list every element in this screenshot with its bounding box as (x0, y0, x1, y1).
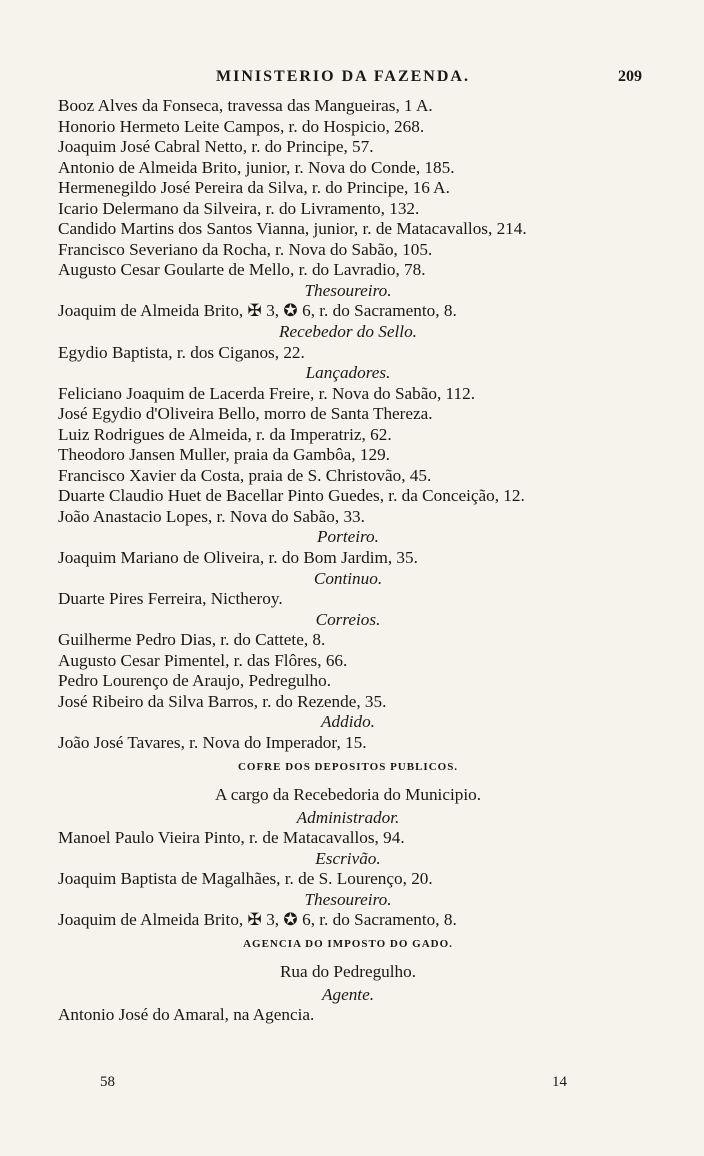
directory-entry: Luiz Rodrigues de Almeida, r. da Imperatriz, 62. (58, 424, 392, 444)
section-heading: Thesoureiro. (304, 280, 392, 300)
section-heading: Continuo. (313, 568, 383, 588)
directory-entry: Theodoro Jansen Muller, praia da Gambôa, 129. (58, 445, 390, 465)
department-subheading: Rua do Pedregulho. (279, 961, 417, 981)
directory-entry: Manoel Paulo Vieira Pinto, r. de Matacavallos, 94. (58, 828, 405, 848)
directory-entry: Joaquim Mariano de Oliveira, r. do Bom Jardim, 35. (58, 548, 418, 568)
directory-entry: Egydio Baptista, r. dos Ciganos, 22. (58, 342, 305, 362)
directory-entry: Joaquim Baptista de Magalhães, r. de S. Lourenço, 20. (58, 869, 433, 889)
directory-entry: Guilherme Pedro Dias, r. do Cattete, 8. (58, 630, 326, 650)
section-heading: Escrivão. (315, 848, 381, 868)
directory-entry: Augusto Cesar Goularte de Mello, r. do Lavradio, 78. (58, 260, 426, 280)
department-heading: AGENCIA DO IMPOSTO DO GADO. (243, 937, 453, 950)
section-heading: Porteiro. (317, 527, 379, 547)
directory-entry: Antonio de Almeida Brito, junior, r. Nova do Conde, 185. (58, 157, 455, 177)
directory-entry: Booz Alves da Fonseca, travessa das Mangueiras, 1 A. (58, 96, 433, 115)
directory-entry: Duarte Claudio Huet de Bacellar Pinto Guedes, r. da Conceição, 12. (58, 486, 525, 506)
directory-entry: Icario Delermano da Silveira, r. do Livramento, 132. (58, 198, 420, 218)
section-heading: Agente. (321, 984, 375, 1004)
directory-entry: Candido Martins dos Santos Vianna, junior, r. de Matacavallos, 214. (58, 219, 527, 239)
department-heading: COFRE DOS DEPOSITOS PUBLICOS. (237, 760, 459, 773)
directory-entry: Joaquim de Almeida Brito, ✠ 3, ✪ 6, r. do Sacramento, 8. (58, 301, 457, 321)
section-heading: Recebedor do Sello. (279, 322, 417, 342)
page-footer (0, 1074, 704, 1096)
directory-entry: Honorio Hermeto Leite Campos, r. do Hospicio, 268. (58, 116, 425, 136)
section-heading: Addido. (321, 712, 375, 732)
page-header (58, 68, 642, 94)
directory-entry: Francisco Severiano da Rocha, r. Nova do Sabão, 105. (58, 239, 433, 259)
directory-entry: José Egydio d'Oliveira Bello, morro de Santa Thereza. (58, 404, 433, 424)
directory-entry: Joaquim de Almeida Brito, ✠ 3, ✪ 6, r. do Sacramento, 8. (58, 910, 457, 930)
directory-entry: José Ribeiro da Silva Barros, r. do Rezende, 35. (58, 691, 387, 711)
directory-entry: João Anastacio Lopes, r. Nova do Sabão, 33. (58, 506, 365, 526)
directory-entry: Antonio José do Amaral, na Agencia. (58, 1005, 315, 1025)
directory-entry: Joaquim José Cabral Netto, r. do Principe, 57. (58, 137, 374, 157)
running-title: MINISTERIO DA FAZENDA. (216, 68, 470, 85)
page-number: 209 (618, 68, 642, 85)
directory-entry: Hermenegildo José Pereira da Silva, r. do Principe, 16 A. (58, 178, 450, 198)
signature-mark: 58 (100, 1074, 115, 1090)
department-subheading: A cargo da Recebedoria do Municipio. (214, 784, 481, 804)
section-heading: Correios. (315, 609, 381, 629)
section-heading: Thesoureiro. (304, 889, 392, 909)
section-heading: Lançadores. (305, 363, 391, 383)
section-heading: Administrador. (296, 807, 400, 827)
directory-entry: Duarte Pires Ferreira, Nictheroy. (58, 589, 283, 609)
directory-listing (58, 96, 638, 1026)
directory-entry: João José Tavares, r. Nova do Imperador, 15. (58, 732, 367, 752)
directory-entry: Augusto Cesar Pimentel, r. das Flôres, 66. (58, 650, 348, 670)
directory-entry: Feliciano Joaquim de Lacerda Freire, r. Nova do Sabão, 112. (58, 383, 475, 403)
directory-entry: Pedro Lourenço de Araujo, Pedregulho. (58, 671, 332, 691)
sheet-number: 14 (552, 1074, 567, 1090)
directory-entry: Francisco Xavier da Costa, praia de S. Christovão, 45. (58, 465, 432, 485)
